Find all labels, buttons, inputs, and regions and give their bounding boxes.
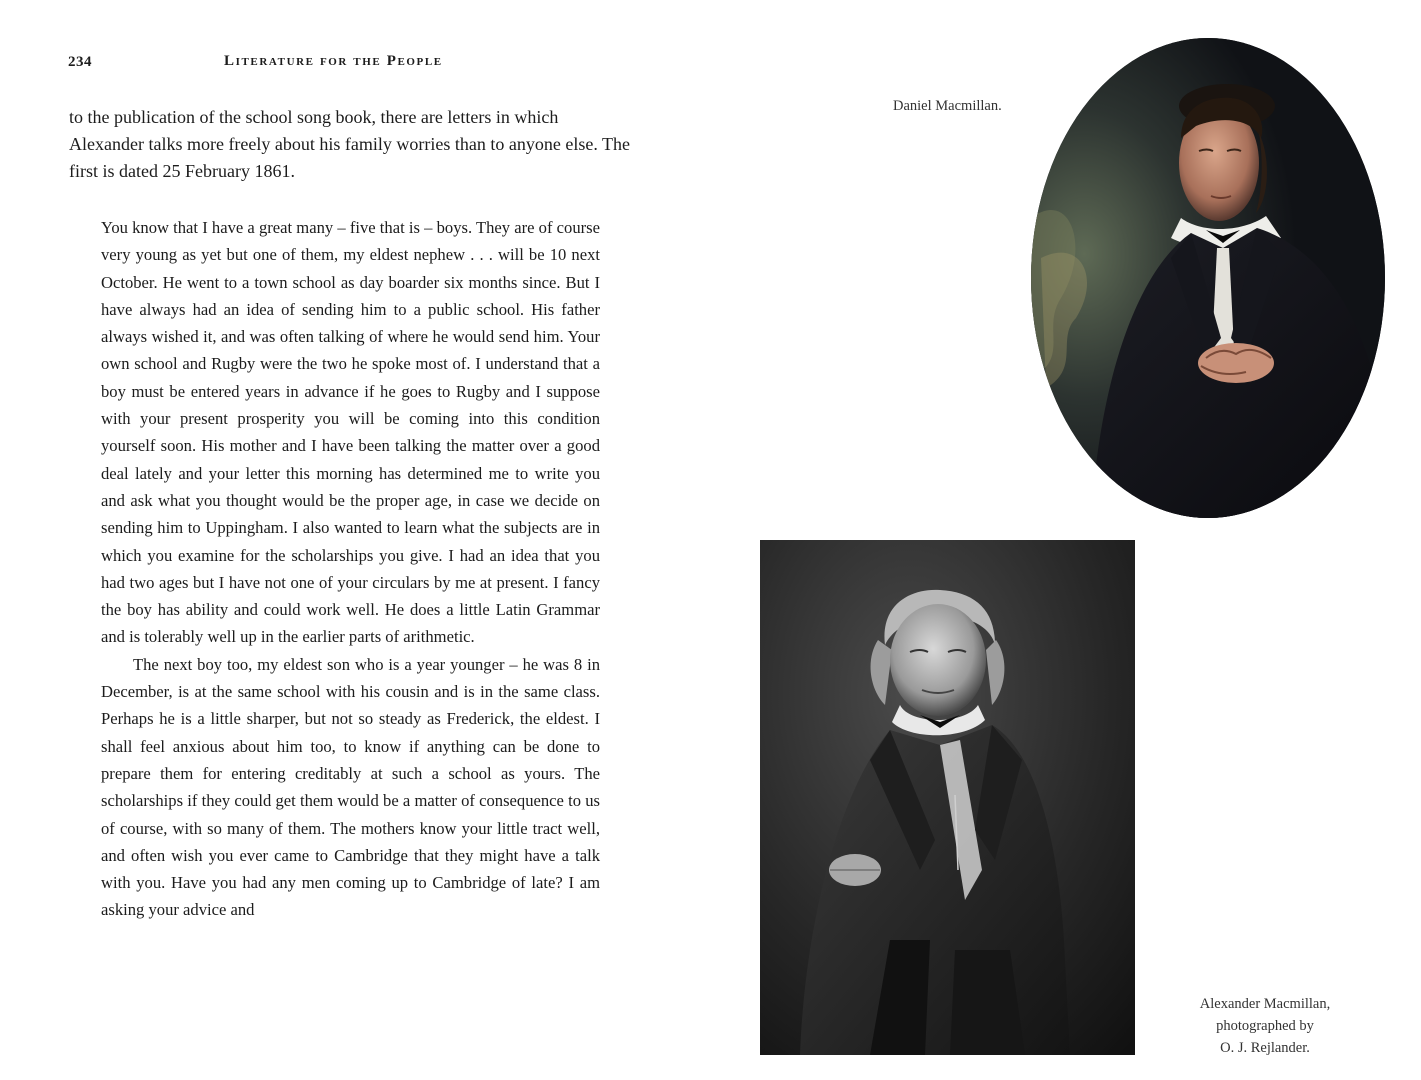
caption-daniel-macmillan: Daniel Macmillan. bbox=[893, 98, 1002, 114]
caption-line-1: Alexander Macmillan, bbox=[1199, 996, 1331, 1012]
portrait-painting-image bbox=[1031, 38, 1385, 518]
quote-paragraph-1: You know that I have a great many – five that is – boys. They are of course very young as yet but one of them, my eldest nephew . . . will be 10 next October. He went to a town school as day boarder six months since. But I have always had an idea of sending him to a public school. His father always wished it, and was often talking of where he would send him. Your own school and Rugby were the two he spoke most of. I understand that a boy must be entered years in advance if he goes to Rugby and I suppose with your present prosperity you will be coming into this condition yourself soon. His mother and I have been talking the matter over a good deal lately and your letter this morning has determined me to write you and ask what you thought would be the proper age, in case we decide on sending him to Uppingham. I also wanted to learn what the subjects are in which you examine for the scholarships you give. I had an idea that you had two ages but I have not one of your circulars by me at present. I fancy the boy has ability and could work well. He does a little Latin Grammar and is tolerably well up in the earlier parts of arithmetic. bbox=[101, 218, 600, 647]
caption-line-3: O. J. Rejlander. bbox=[1220, 1040, 1310, 1056]
caption-line-2: photographed by bbox=[1216, 1018, 1314, 1034]
letter-quote bbox=[101, 214, 600, 924]
page-number: 234 bbox=[68, 54, 92, 70]
portrait-daniel-macmillan bbox=[1031, 38, 1385, 518]
left-page bbox=[0, 0, 710, 1080]
caption-alexander-macmillan bbox=[1180, 993, 1350, 1059]
quote-paragraph-2: The next boy too, my eldest son who is a year younger – he was 8 in December, is at the same school with his cousin and is in the same class. Perhaps he is a little sharper, but not so steady as Frederick, the eldest. I shall feel anxious about him too, to know if anything can be done to prepare them for entering creditably at such a school as yours. The scholarships if they could get them would be a matter of consequence to us of course, with so many of them. The mothers know your little tract well, and often wish you ever came to Cambridge that they might have a talk with you. Have you had any men coming up to Cambridge of late? I am asking your advice and bbox=[101, 654, 600, 920]
photo-alexander-macmillan bbox=[760, 540, 1135, 1055]
intro-paragraph: to the publication of the school song book, there are letters in which Alexander talks more freely about his family worries than to anyone else. The first is dated 25 February 1861. bbox=[69, 107, 630, 181]
running-head: Literature for the People bbox=[224, 53, 443, 69]
photograph-image bbox=[760, 540, 1135, 1055]
